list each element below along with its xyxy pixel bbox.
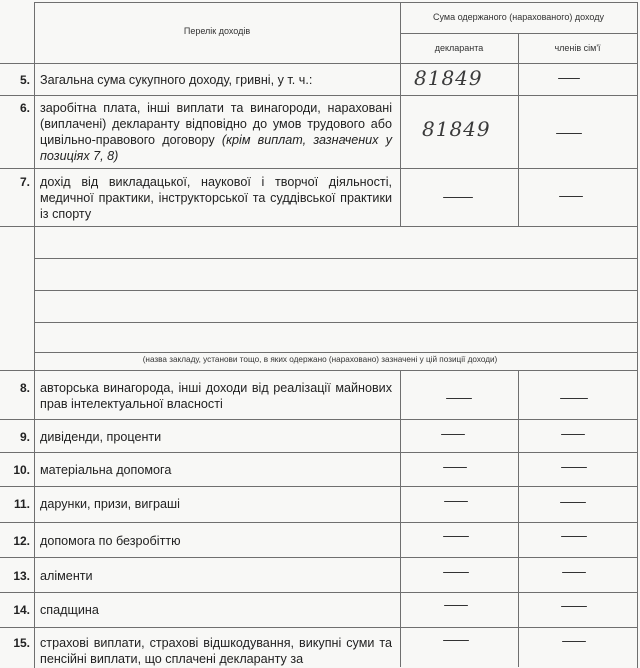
row-description: дохід від викладацької, наукової і творчої діяльності, медичної практики, інструкторської та суддівської практики із спорту [40, 175, 392, 221]
declarant-amount-dash [443, 197, 473, 198]
blank-row-divider [34, 322, 637, 323]
declarant-amount: 81849 [414, 66, 483, 90]
row-divider [0, 486, 637, 487]
family-amount-dash [560, 398, 588, 399]
row-description: матеріальна допомога [40, 463, 172, 477]
row-number: 12. [13, 534, 30, 548]
row-number: 5. [19, 73, 30, 87]
row-number: 10. [13, 463, 30, 477]
blank-row-divider [34, 258, 637, 259]
col-family-header: членів сім'ї [554, 43, 601, 53]
declarant-amount-dash [443, 572, 469, 573]
row-divider [0, 419, 637, 420]
row-description-italic: (крім виплат, зазначених у позиціях 7, 8) [40, 133, 392, 163]
row-description: спадщина [40, 603, 99, 617]
row-number: 14. [13, 603, 30, 617]
col-border-right [637, 2, 638, 668]
declarant-amount-dash [443, 467, 467, 468]
row-number: 13. [13, 569, 30, 583]
blank-row-divider [34, 352, 637, 353]
family-amount-dash [559, 196, 583, 197]
family-amount-dash [556, 133, 582, 134]
institution-caption: (назва закладу, установи тощо, в яких одержано (нараховано) зазначені у цій позиції доходи) [142, 355, 498, 364]
row-description: страхові виплати, страхові відшкодування, викупні суми та пенсійні виплати, що сплачені декларанту за [40, 636, 392, 666]
col-declarant-header: декларанта [434, 43, 484, 53]
row-description [40, 100, 392, 164]
declarant-amount-dash [443, 640, 469, 641]
row-divider [0, 226, 637, 227]
row-divider [0, 168, 637, 169]
row-description: Загальна сума сукупного доходу, гривні, у т. ч.: [40, 73, 313, 87]
declarant-amount-dash [441, 434, 465, 435]
col-border-left [34, 2, 35, 668]
declarant-amount-dash [446, 398, 472, 399]
row-divider [0, 95, 637, 96]
row-number: 11. [13, 497, 30, 511]
col-border-family [518, 33, 519, 226]
row-number: 8. [19, 381, 30, 395]
family-amount-dash [560, 502, 586, 503]
blank-row-divider [34, 290, 637, 291]
declarant-amount-dash [444, 605, 468, 606]
row-number: 9. [19, 430, 30, 444]
declarant-amount-dash [443, 536, 469, 537]
family-amount-dash [561, 434, 585, 435]
family-amount-dash [561, 606, 587, 607]
declarant-amount-dash [444, 501, 468, 502]
row-divider [0, 592, 637, 593]
amount-title: Сума одержаного (нарахованого) доходу [432, 12, 604, 22]
col-border-amount [400, 370, 401, 667]
row-number: 6. [19, 101, 30, 115]
list-title: Перелік доходів [183, 26, 251, 36]
family-amount-dash [562, 641, 586, 642]
row-divider [0, 627, 637, 628]
row-description: дарунки, призи, виграші [40, 497, 180, 511]
row-divider [0, 452, 637, 453]
row-description: допомога по безробіттю [40, 534, 181, 548]
row-description-text: заробітна плата, інші виплати та винагороди, нараховані (виплачені) декларанту відповідно до умов трудового або цивільно-правового договору [40, 101, 392, 147]
row-divider [0, 557, 637, 558]
row-number: 7. [19, 175, 30, 189]
row-description: авторська винагорода, інші доходи від реалізації майнових прав інтелектуальної власності [40, 381, 392, 411]
header-bottom-border [0, 63, 637, 64]
col-border-amount [400, 2, 401, 226]
row-description: аліменти [40, 569, 93, 583]
family-amount-dash [561, 536, 587, 537]
declarant-amount: 81849 [422, 117, 491, 141]
family-amount-dash [561, 467, 587, 468]
col-border-family [518, 370, 519, 667]
family-amount-dash [558, 78, 580, 79]
row-description: дивіденди, проценти [40, 430, 162, 444]
row-number: 15. [13, 636, 30, 650]
table-top-border [34, 2, 637, 3]
row-divider [0, 370, 637, 371]
family-amount-dash [562, 572, 586, 573]
row-divider [0, 522, 637, 523]
